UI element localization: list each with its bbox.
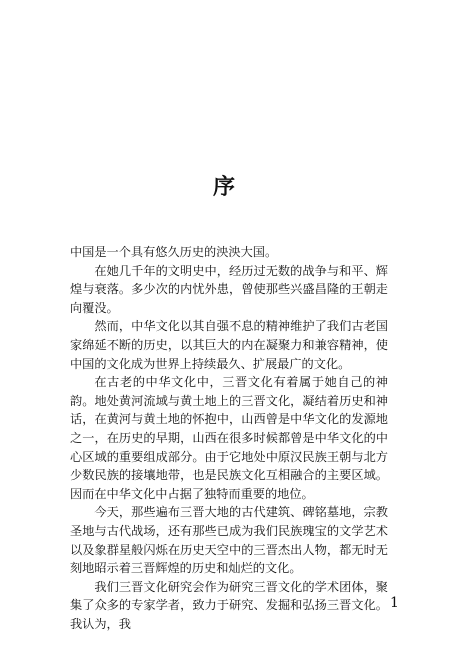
page-number: 1 [390,595,399,611]
paragraph-6: 我们三晋文化研究会作为研究三晋文化的学术团体，聚集了众多的专家学者，致力于研究、发掘和弘扬三晋文化。我认为，我 [70,579,388,631]
body-text [70,243,388,633]
paragraph-1: 中国是一个具有悠久历史的泱泱大国。 [70,245,278,259]
paragraph-5: 今天，那些遍布三晋大地的古代建筑、碑铭墓地，宗教圣地与古代战场，还有那些已成为我们民族瑰宝的文学艺术以及象群星般闪烁在历史天空中的三晋杰出人物，都无时无刻地昭示着三晋辉煌的历史和灿烂的文化。 [70,505,388,576]
paragraph-2: 在她几千年的文明史中，经历过无数的战争与和平、辉煌与衰落。多少次的内忧外患，曾使那些兴盛昌隆的王朝走向覆没。 [70,263,388,315]
paragraph-3: 然而，中华文化以其自强不息的精神维护了我们古老国家绵延不断的历史，以其巨大的内在凝聚力和兼容精神，使中国的文化成为世界上持续最久、扩展最广的文化。 [70,319,388,371]
paragraph-4: 在古老的中华文化中，三晋文化有着属于她自己的神韵。地处黄河流域与黄土地上的三晋文化，凝结着历史和神话，在黄河与黄土地的怀抱中，山西曾是中华文化的发源地之一，在历史的早期，山西在很多时候都曾是中华文化的中心区域的重要组成部分。由于它地处中原汉民族王朝与北方少数民族的接壤地带，也是民族文化互相融合的主要区域。因而在中华文化中占据了独特而重要的地位。 [70,375,388,501]
page-title: 序 [212,175,237,200]
